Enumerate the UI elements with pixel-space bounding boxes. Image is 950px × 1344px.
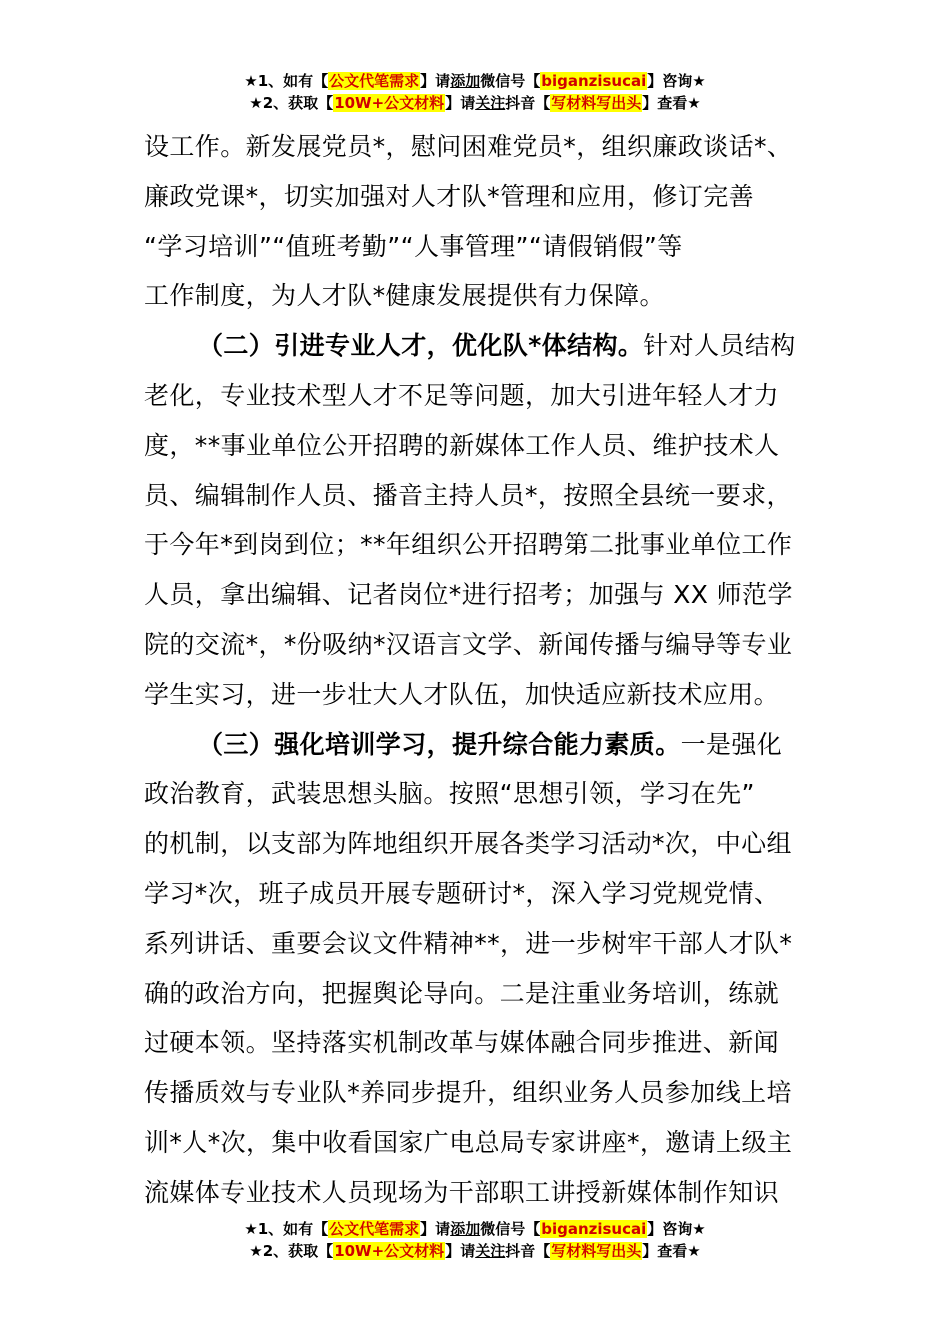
banner-text: 】咨询★ [647, 72, 706, 90]
body-line: 人员，拿出编辑、记者岗位*进行招考；加强与 XX 师范学 [144, 580, 793, 610]
banner-line-1 [0, 1218, 950, 1240]
body-line: 流媒体专业技术人员现场为干部职工讲授新媒体制作知识 [144, 1177, 780, 1207]
body-line: 度，**事业单位公开招聘的新媒体工作人员、维护技术人 [144, 430, 780, 460]
banner-text: 微信号【 [480, 72, 541, 90]
highlight-materials: 10W+公文材料 [334, 1242, 445, 1260]
banner-line-2 [0, 1240, 950, 1262]
body-line: 确的政治方向，把握舆论导向。二是注重业务培训，练就 [144, 978, 780, 1008]
body-line: 院的交流*，*份吸纳*汉语言文学、新闻传播与编导等专业 [144, 629, 793, 659]
banner-underline-text: 关注 [475, 1242, 506, 1260]
banner-underline-text: 添加 [450, 1220, 481, 1238]
header-banner [0, 70, 950, 114]
banner-text: 】咨询★ [647, 1220, 706, 1238]
footer-banner [0, 1218, 950, 1262]
highlight-douyin-account: 写材料写出头 [551, 1242, 642, 1260]
highlight-ghostwriting: 公文代笔需求 [329, 72, 420, 90]
banner-text: ★2、获取【 [249, 1242, 334, 1260]
banner-underline-text: 添加 [450, 72, 481, 90]
banner-text: 抖音【 [505, 1242, 551, 1260]
body-line: 学习*次，班子成员开展专题研讨*，深入学习党规党情、 [144, 878, 780, 908]
banner-text: 】查看★ [642, 1242, 701, 1260]
banner-text: ★1、如有【 [244, 72, 329, 90]
highlight-ghostwriting: 公文代笔需求 [329, 1220, 420, 1238]
banner-text: 】查看★ [642, 94, 701, 112]
body-line: “学习培训”“值班考勤”“人事管理”“请假销假”等 [144, 231, 683, 261]
body-line: 的机制，以支部为阵地组织开展各类学习活动*次，中心组 [144, 829, 792, 859]
body-line: 廉政党课*，切实加强对人才队*管理和应用，修订完善 [144, 181, 755, 211]
body-line: 政治教育，武装思想头脑。按照“思想引领，学习在先” [144, 779, 755, 809]
section-heading-line [144, 720, 808, 770]
highlight-wechat-id: biganzisucai [541, 72, 647, 90]
section-heading: （三）强化培训学习，提升综合能力素质。 [198, 729, 681, 759]
body-line: 训*人*次，集中收看国家广电总局专家讲座*，邀请上级主 [144, 1127, 793, 1157]
body-line: 工作制度，为人才队*健康发展提供有力保障。 [144, 281, 665, 311]
document-body [144, 122, 808, 1218]
section-heading-line [144, 321, 808, 371]
banner-text: ★2、获取【 [249, 94, 334, 112]
banner-text: 抖音【 [505, 94, 551, 112]
body-text: 针对人员结构 [643, 331, 796, 361]
body-text: 一是强化 [680, 729, 783, 759]
body-line: 设工作。新发展党员*，慰问困难党员*，组织廉政谈话*、 [144, 132, 793, 161]
body-line: 于今年*到岗到位；**年组织公开招聘第二批事业单位工作 [144, 530, 793, 560]
banner-line-1 [0, 70, 950, 92]
body-line: 学生实习，进一步壮大人才队伍，加快适应新技术应用。 [144, 679, 780, 709]
banner-line-2 [0, 92, 950, 114]
banner-text: 】请 [420, 72, 451, 90]
highlight-wechat-id: biganzisucai [541, 1220, 647, 1238]
banner-text: 】请 [445, 1242, 476, 1260]
body-line: 传播质效与专业队*养同步提升，组织业务人员参加线上培 [144, 1078, 792, 1108]
banner-underline-text: 关注 [475, 94, 506, 112]
banner-text: ★1、如有【 [244, 1220, 329, 1238]
banner-text: 】请 [420, 1220, 451, 1238]
banner-text: 微信号【 [480, 1220, 541, 1238]
highlight-douyin-account: 写材料写出头 [551, 94, 642, 112]
body-line: 员、编辑制作人员、播音主持人员*，按照全县统一要求， [144, 480, 792, 510]
section-heading: （二）引进专业人才，优化队*体结构。 [198, 331, 644, 361]
body-line: 过硬本领。坚持落实机制改革与媒体融合同步推进、新闻 [144, 1028, 780, 1058]
body-line: 系列讲话、重要会议文件精神**，进一步树牢干部人才队* [144, 928, 793, 958]
highlight-materials: 10W+公文材料 [334, 94, 445, 112]
body-line: 老化，专业技术型人才不足等问题，加大引进年轻人才力 [144, 380, 780, 410]
banner-text: 】请 [445, 94, 476, 112]
